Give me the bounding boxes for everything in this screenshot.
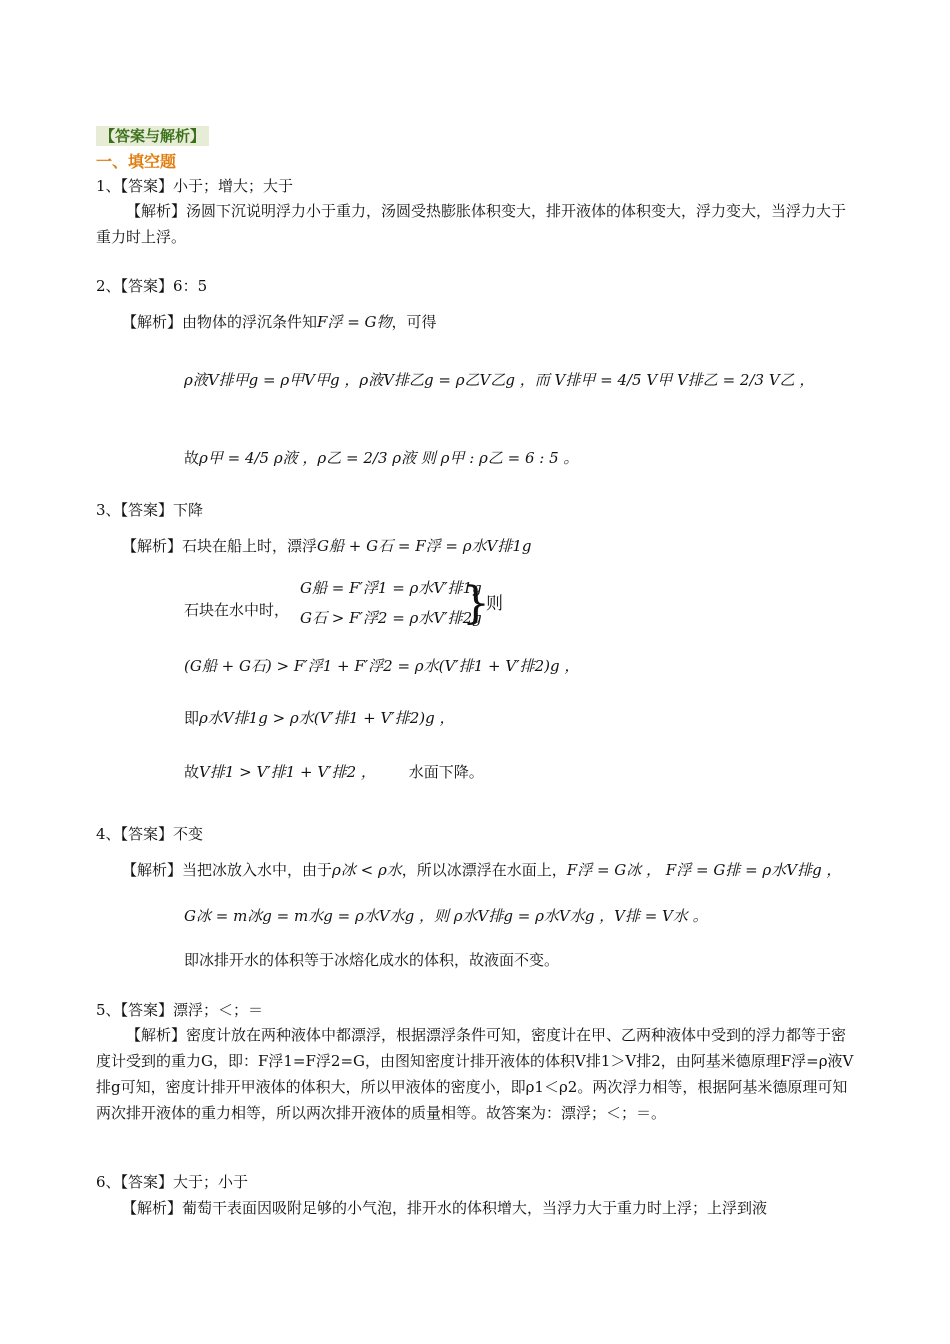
q3-therefore: 故 <box>184 763 200 781</box>
q2-analysis-tail: ，可得 <box>391 313 437 331</box>
q3-answer: 3、【答案】下降 <box>96 501 204 519</box>
q3-analysis-line <box>122 536 532 556</box>
q2-ratio-line <box>184 448 578 468</box>
q3-system-eq1: G船 = F′浮1 = ρ水V′排1g <box>300 579 482 597</box>
q2-analysis-line <box>122 312 437 332</box>
q3-inequality: (G船 + G石) > F′浮1 + F′浮2 = ρ水(V′排1 + V′排2)g ， <box>184 657 580 675</box>
q1-answer: 1、【答案】小于；增大；大于 <box>96 177 294 195</box>
q6-analysis: 【解析】葡萄干表面因吸附足够的小气泡，排开水的体积增大，当浮力大于重力时上浮；上浮到液 <box>122 1199 768 1217</box>
q3-floating-equation: G船 + G石 = F浮 = ρ水V排1g <box>317 537 532 555</box>
q4-density-inequality: ρ冰 < ρ水 <box>332 861 402 879</box>
q3-volume-inequality: ρ水V排1g > ρ水(V′排1 + V′排2)g ， <box>199 709 455 727</box>
q2-answer: 2、【答案】6：5 <box>96 277 208 295</box>
q4-analysis-text: 【解析】当把冰放入水中，由于 <box>122 861 333 879</box>
q5-analysis: 【解析】密度计放在两种液体中都漂浮，根据漂浮条件可知，密度计在甲、乙两种液体中受到的浮力都等于密度计受到的重力G，即：F浮1=F浮2=G，由图知密度计排开液体的体积V排1＞V排2，由阿基米德原理F浮=ρ液V排g可知，密度计排开甲液体的体积大，所以甲液体的密度小，即ρ1＜ρ2。两次浮力相等，根据阿基米德原理可知两次排开液体的重力相等，所以两次排开液体的质量相等。故答案为：漂浮；＜；＝。 <box>96 1026 854 1122</box>
section-title: 一、填空题 <box>96 152 177 171</box>
q3-then: 则 <box>486 594 503 614</box>
q2-therefore: 故 <box>184 449 200 467</box>
q4-answer: 4、【答案】不变 <box>96 825 204 843</box>
q3-analysis-text: 【解析】石块在船上时，漂浮 <box>122 537 318 555</box>
q3-conclusion-line <box>184 762 484 782</box>
q4-conclusion: 即冰排开水的体积等于冰熔化成水的体积，故液面不变。 <box>184 951 560 969</box>
q3-system-eq2: G石 > F′浮2 = ρ水V′排2g <box>300 609 482 627</box>
q2-density-equations: ρ液V排甲g = ρ甲V甲g ，ρ液V排乙g = ρ乙V乙g ，而 V排甲 = 4/5 V甲 V排乙 = 2/3 V乙 ， <box>184 371 815 389</box>
q3-volume-result: V排1 > V′排1 + V′排2 ， <box>199 763 376 781</box>
q4-mass-equations: G冰 = m冰g = m水g = ρ水V水g ，则 ρ水V排g = ρ水V水g ，V排 = V水 。 <box>184 907 708 925</box>
q3-water-label: 石块在水中时， <box>184 601 290 619</box>
q1-analysis: 【解析】汤圆下沉说明浮力小于重力，汤圆受热膨胀体积变大，排开液体的体积变大，浮力变大，当浮力大于重力时上浮。 <box>96 202 847 246</box>
q3-namely: 即 <box>184 709 200 727</box>
q6-answer: 6、【答案】大于；小于 <box>96 1173 249 1191</box>
q5-answer: 5、【答案】漂浮；＜；＝ <box>96 1001 264 1019</box>
q2-ratio-equation: ρ甲 = 4/5 ρ液 ，ρ乙 = 2/3 ρ液 则 ρ甲 : ρ乙 = 6 : 5 。 <box>199 449 579 467</box>
q3-namely-line <box>184 708 454 728</box>
q2-analysis-text: 【解析】由物体的浮沉条件知 <box>122 313 318 331</box>
q4-analysis-line <box>122 860 841 880</box>
q4-buoyancy-equations: F浮 = G冰 ， F浮 = G排 = ρ水V排g ， <box>566 861 842 879</box>
q4-analysis-mid: ，所以冰漂浮在水面上， <box>401 861 567 879</box>
answers-header: 【答案与解析】 <box>96 126 209 146</box>
right-brace-icon: } <box>462 578 490 629</box>
q2-buoyancy-equation: F浮 = G物 <box>317 313 392 331</box>
q3-conclusion: 水面下降。 <box>408 763 484 781</box>
